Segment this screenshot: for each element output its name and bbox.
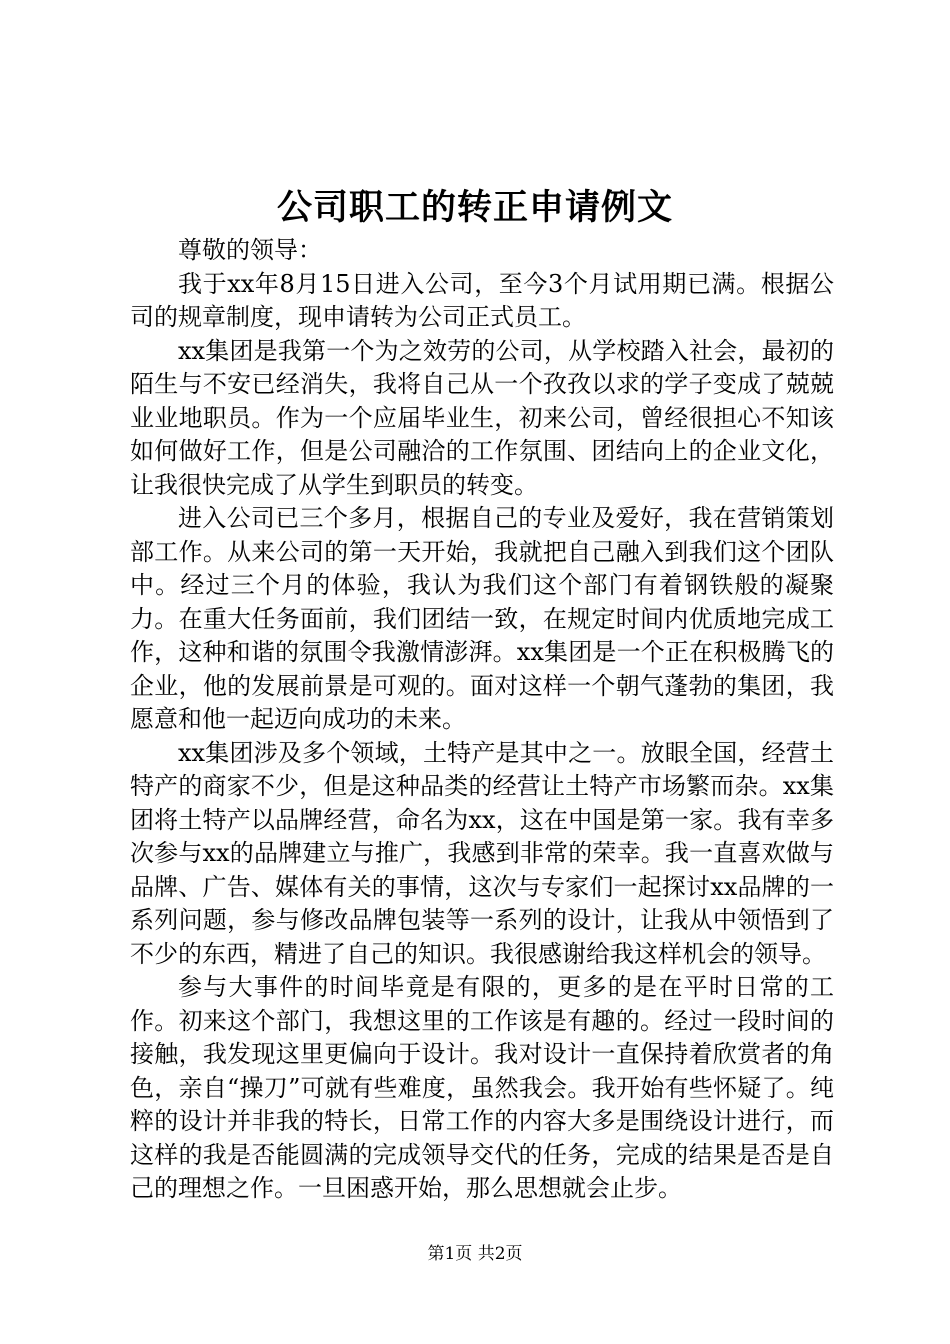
paragraph-3: 进入公司已三个多月，根据自己的专业及爱好，我在营销策划部工作。从来公司的第一天开始，我就把自己融入到我们这个团队中。经过三个月的体验，我认为我们这个部门有着钢铁般的凝聚力。在重大任务面前，我们团结一致，在规定时间内优质地完成工作，这种和谐的氛围令我激情澎湃。xx集团是一个正在积极腾飞的企业，他的发展前景是可观的。面对这样一个朝气蓬勃的集团，我愿意和他一起迈向成功的未来。: [130, 504, 834, 733]
salutation: 尊敬的领导：: [178, 236, 322, 264]
paragraph-4: xx集团涉及多个领域，土特产是其中之一。放眼全国，经营土特产的商家不少，但是这种品类的经营让土特产市场繁而杂。xx集团将土特产以品牌经营，命名为xx，这在中国是第一家。我有幸多次参与xx的品牌建立与推广，我感到非常的荣幸。我一直喜欢做与品牌、广告、媒体有关的事情，这次与专家们一起探讨xx品牌的一系列问题，参与修改品牌包装等一系列的设计，让我从中领悟到了不少的东西，精进了自己的知识。我很感谢给我这样机会的领导。: [130, 738, 834, 968]
page-footer: 第1页 共2页: [427, 1244, 523, 1264]
document-body: [130, 234, 834, 1206]
document-title: 公司职工的转正申请例文: [276, 187, 673, 228]
paragraph-2: xx集团是我第一个为之效劳的公司，从学校踏入社会，最初的陌生与不安已经消失，我将自己从一个孜孜以求的学子变成了兢兢业业地职员。作为一个应届毕业生，初来公司，曾经很担心不知该如何做好工作，但是公司融洽的工作氛围、团结向上的企业文化，让我很快完成了从学生到职员的转变。: [130, 336, 834, 499]
paragraph-1: 我于xx年8月15日进入公司，至今3个月试用期已满。根据公司的规章制度，现申请转为公司正式员工。: [130, 269, 834, 331]
paragraph-5: 参与大事件的时间毕竟是有限的，更多的是在平时日常的工作。初来这个部门，我想这里的工作该是有趣的。经过一段时间的接触，我发现这里更偏向于设计。我对设计一直保持着欣赏者的角色，亲自“操刀”可就有些难度，虽然我会。我开始有些怀疑了。纯粹的设计并非我的特长，日常工作的内容大多是围绕设计进行，而这样的我是否能圆满的完成领导交代的任务，完成的结果是否是自己的理想之作。一旦困惑开始，那么思想就会止步。: [130, 973, 834, 1202]
